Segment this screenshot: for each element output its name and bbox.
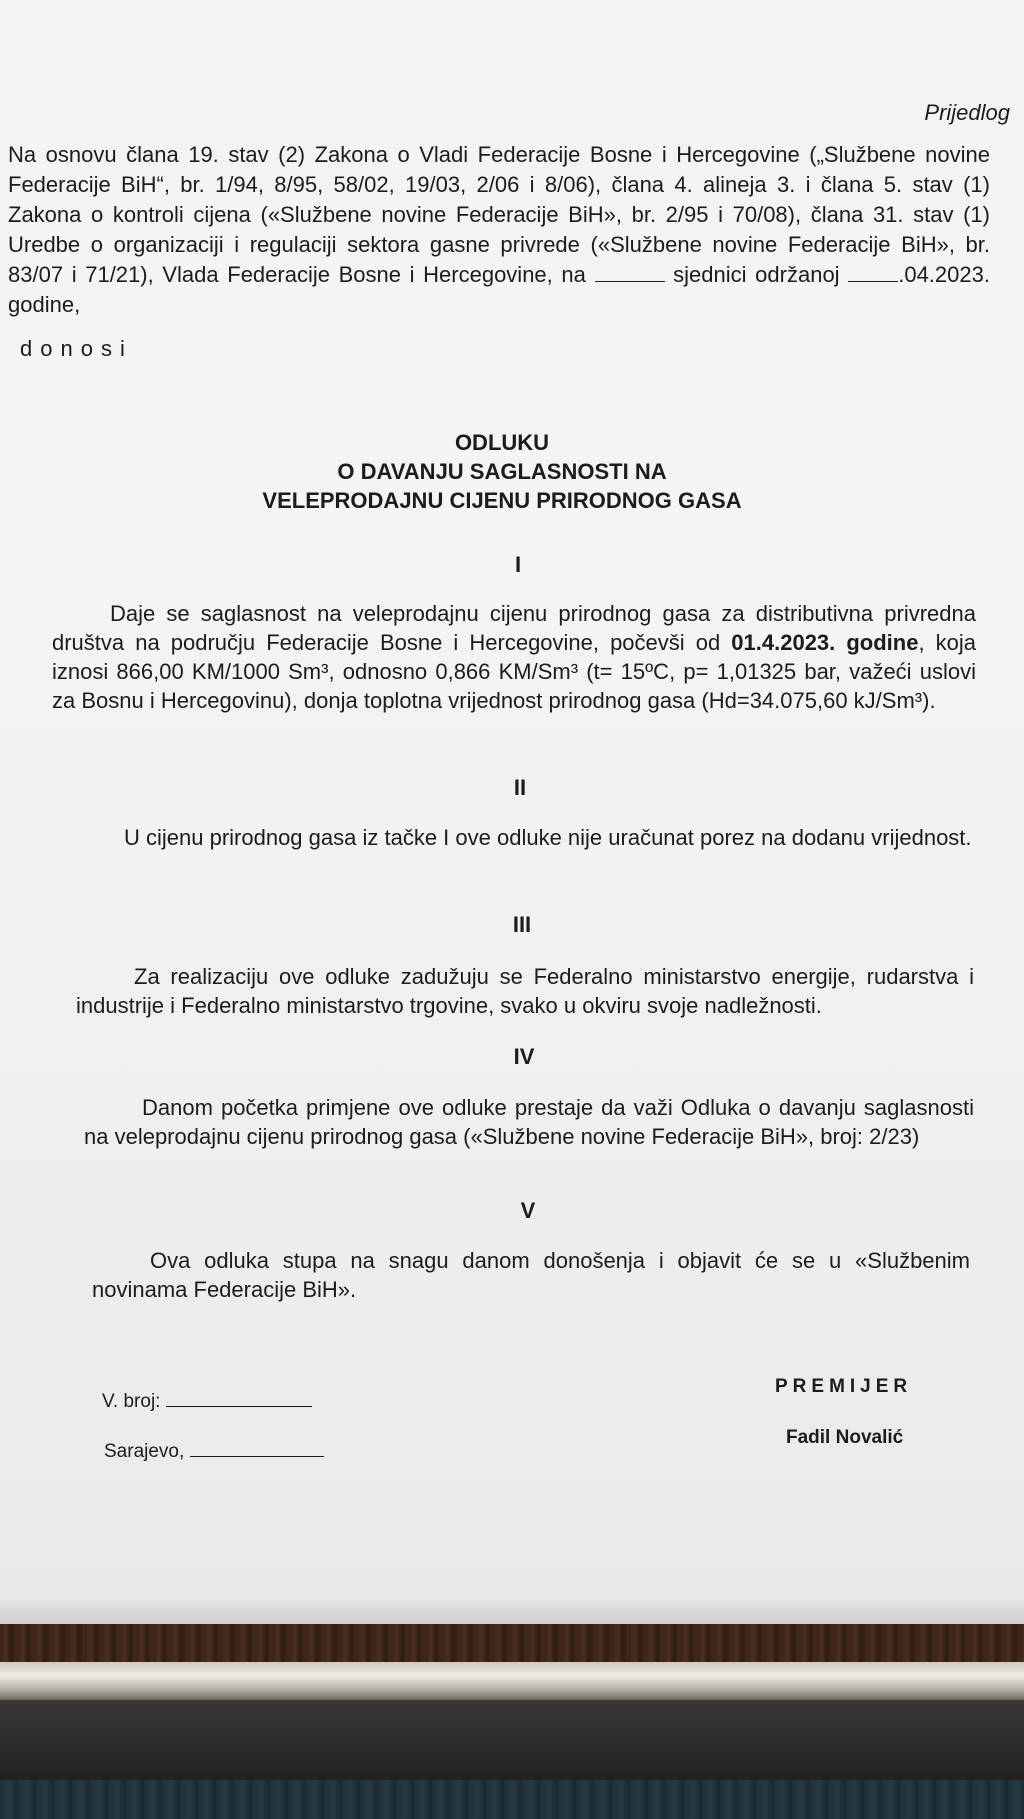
floor-surface [0, 1780, 1024, 1819]
section-1-text-after: , koja iznosi 866,00 KM/1000 Sm³, odnosno 0,866 KM/Sm³ (t= 15ºC, p= 1,01325 bar, važeći uslovi za Bosnu i Hercegovinu), donja toplotna vrijednost prirodnog gasa (Hd=34.075,60 kJ/Sm³). [52, 630, 976, 713]
section-text-3 [76, 962, 974, 1020]
section-5-text: Ova odluka stupa na snagu danom donošenja i objavit će se u «Službenim novinama Federacije BiH». [92, 1248, 970, 1302]
signatory-name: Fadil Novalić [786, 1427, 904, 1448]
section-1-text-before: Daje se saglasnost na veleprodajnu cijenu prirodnog gasa za distributivna privredna društva na području Federacije Bosne i Hercegovine, počevši od [52, 601, 976, 655]
date-text: .04.2023. godine, [8, 262, 990, 317]
preamble-text: Na osnovu člana 19. stav (2) Zakona o Vladi Federacije Bosne i Hercegovine („Službene novine Federacije BiH“, br. 1/94, 8/95, 58/02, 19/03, 2/06 i 8/06), člana 4. alineja 3. i člana 5. stav (1) Zakona o kontroli cijena («Službene novine Federacije BiH», br. 2/95 i 70/08), člana 31. stav (1) Uredbe o organizaciji i regulaciji sektora gasne privrede («Službene novine Federacije BiH», br. 83/07 i 71/21), Vlada Federacije Bosne i Hercegovine, na [8, 142, 990, 287]
decision-title: ODLUKU [454, 430, 550, 455]
premier-title: PREMIJER [775, 1376, 913, 1397]
number-blank [166, 1390, 312, 1407]
decision-subtitle-line-2: VELEPRODAJNU CIJENU PRIRODNOG GASA [262, 488, 742, 513]
decision-subtitle-line-1: O DAVANJU SAGLASNOSTI NA [337, 459, 667, 484]
section-numeral-4: IV [513, 1044, 535, 1069]
section-numeral-1: I [514, 552, 522, 577]
section-numeral-5: V [520, 1198, 536, 1223]
section-3-text: Za realizaciju ove odluke zadužuju se Federalno ministarstvo energije, rudarstva i industrije i Federalno ministarstvo trgovine, svako u okviru svoje nadležnosti. [76, 964, 974, 1018]
section-text-1 [52, 599, 976, 715]
place-blank [190, 1440, 324, 1457]
session-text: sjednici održanoj [673, 262, 840, 287]
section-numeral-3: III [512, 912, 532, 937]
number-label: V. broj: [102, 1391, 161, 1412]
metal-rail [0, 1662, 1024, 1700]
section-text-5 [92, 1246, 970, 1304]
section-text-4 [84, 1093, 974, 1151]
session-blank [595, 267, 665, 282]
section-2-text: U cijenu prirodnog gasa iz tačke I ove odluke nije uračunat porez na dodanu vrijednost. [124, 825, 972, 850]
enacts-word: donosi [20, 336, 133, 361]
section-numeral-2: II [513, 775, 527, 800]
preamble [8, 140, 990, 320]
place-field [104, 1440, 324, 1463]
number-field [102, 1390, 312, 1413]
paper-edge [0, 1600, 1024, 1624]
wooden-frame [0, 1624, 1024, 1662]
section-4-text: Danom početka primjene ove odluke prestaje da važi Odluka o davanju saglasnosti na veleprodajnu cijenu prirodnog gasa («Službene novine Federacije BiH», broj: 2/23) [84, 1095, 974, 1149]
dark-base [0, 1700, 1024, 1780]
draft-label: Prijedlog [924, 100, 1010, 125]
section-1-bold-date: 01.4.2023. godine [731, 630, 919, 655]
section-text-2 [66, 823, 974, 852]
date-blank [848, 267, 898, 282]
place-label: Sarajevo, [104, 1441, 185, 1462]
